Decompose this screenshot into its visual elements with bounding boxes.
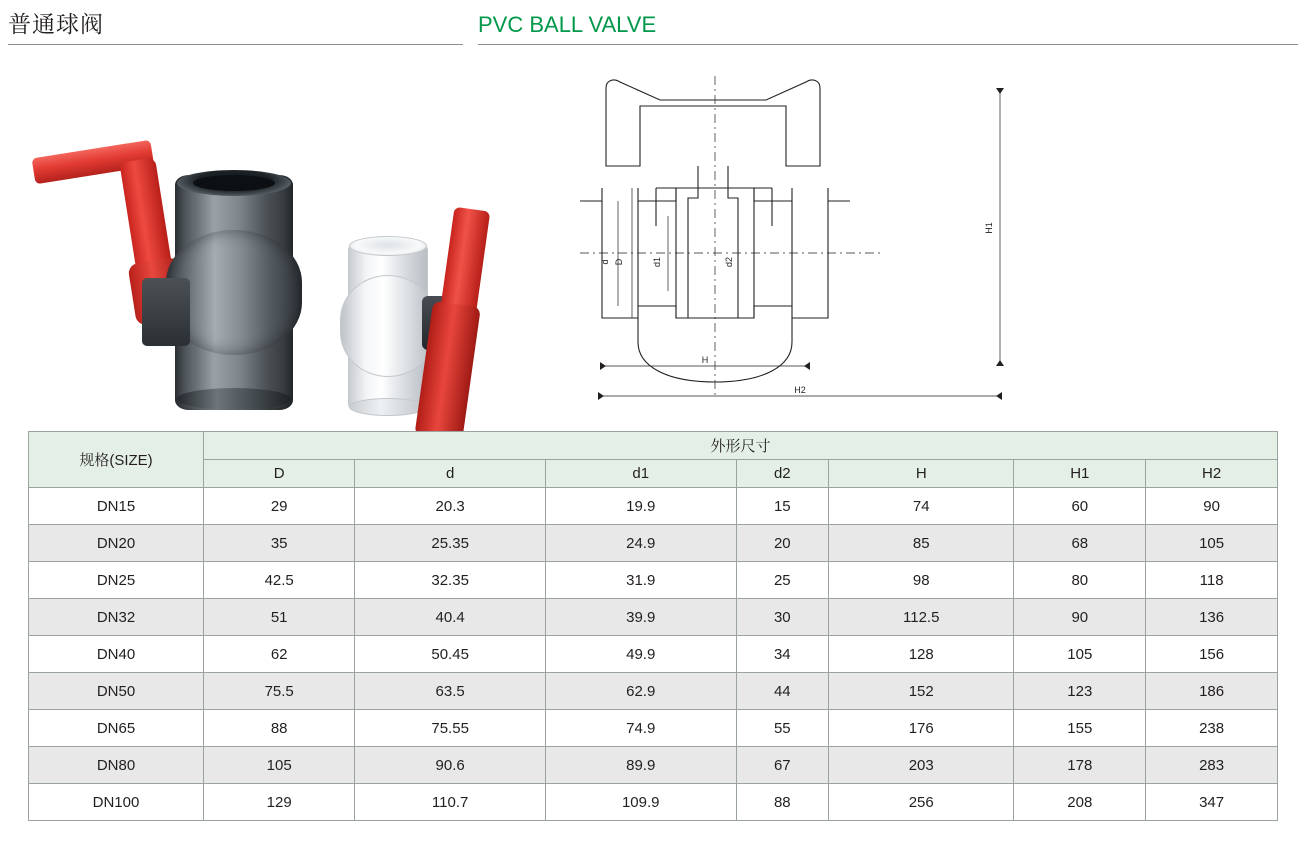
cell-d1: 24.9: [545, 525, 736, 562]
cell-d: 63.5: [355, 673, 546, 710]
cell-D: 105: [204, 747, 355, 784]
table-row: [29, 525, 1278, 562]
cell-H2: 347: [1146, 784, 1278, 821]
cell-d2: 34: [736, 636, 829, 673]
clear-valve-socket-top: [349, 236, 427, 256]
cell-d1: 49.9: [545, 636, 736, 673]
spec-table: [28, 431, 1278, 821]
table-row: [29, 710, 1278, 747]
cell-d2: 20: [736, 525, 829, 562]
header-divider-right: [478, 44, 1298, 45]
cell-d: 25.35: [355, 525, 546, 562]
cell-d: 20.3: [355, 488, 546, 525]
cell-d: 32.35: [355, 562, 546, 599]
cell-H: 128: [829, 636, 1014, 673]
dim-label-d: d: [600, 259, 610, 265]
header-col-d1: d1: [545, 460, 736, 488]
dim-label-H1: H1: [984, 222, 994, 234]
cell-H: 203: [829, 747, 1014, 784]
cell-d1: 89.9: [545, 747, 736, 784]
table-row: [29, 636, 1278, 673]
cell-d1: 62.9: [545, 673, 736, 710]
cell-H2: 118: [1146, 562, 1278, 599]
cell-d1: 109.9: [545, 784, 736, 821]
cell-D: 75.5: [204, 673, 355, 710]
cell-H2: 156: [1146, 636, 1278, 673]
cell-d2: 55: [736, 710, 829, 747]
cell-H: 152: [829, 673, 1014, 710]
page-title-en: PVC BALL VALVE: [478, 12, 657, 37]
cell-D: 62: [204, 636, 355, 673]
cell-H: 256: [829, 784, 1014, 821]
table-row: [29, 747, 1278, 784]
cell-size: DN100: [29, 784, 204, 821]
cell-H1: 80: [1014, 562, 1146, 599]
cell-size: DN40: [29, 636, 204, 673]
cell-size: DN50: [29, 673, 204, 710]
cell-d2: 67: [736, 747, 829, 784]
header-size: 规格(SIZE): [29, 432, 204, 488]
product-photo-group: [30, 70, 550, 420]
cell-d: 110.7: [355, 784, 546, 821]
cell-H1: 68: [1014, 525, 1146, 562]
cell-d2: 25: [736, 562, 829, 599]
cell-d: 75.55: [355, 710, 546, 747]
cell-size: DN25: [29, 562, 204, 599]
cell-H: 176: [829, 710, 1014, 747]
header-col-H: H: [829, 460, 1014, 488]
clear-valve-handle-icon: [410, 205, 530, 435]
spec-table-wrapper: [28, 431, 1278, 821]
cell-H2: 105: [1146, 525, 1278, 562]
cell-D: 88: [204, 710, 355, 747]
cell-H: 85: [829, 525, 1014, 562]
header-col-d: d: [355, 460, 546, 488]
header-col-H2: H2: [1146, 460, 1278, 488]
table-row: [29, 562, 1278, 599]
cell-H2: 186: [1146, 673, 1278, 710]
cell-d1: 31.9: [545, 562, 736, 599]
dark-valve-socket-bottom: [177, 388, 291, 410]
cell-H1: 123: [1014, 673, 1146, 710]
cell-d: 40.4: [355, 599, 546, 636]
cell-H1: 90: [1014, 599, 1146, 636]
cell-D: 129: [204, 784, 355, 821]
cell-D: 29: [204, 488, 355, 525]
table-row: [29, 673, 1278, 710]
header-col-d2: d2: [736, 460, 829, 488]
cell-H2: 283: [1146, 747, 1278, 784]
cell-H2: 238: [1146, 710, 1278, 747]
cell-d: 90.6: [355, 747, 546, 784]
dim-label-D: D: [614, 258, 624, 266]
dark-valve-handle-icon: [32, 139, 173, 250]
cell-D: 51: [204, 599, 355, 636]
table-row: [29, 784, 1278, 821]
cell-size: DN15: [29, 488, 204, 525]
cell-H1: 60: [1014, 488, 1146, 525]
dim-label-d2: d2: [724, 256, 734, 268]
cell-d2: 30: [736, 599, 829, 636]
cell-d1: 74.9: [545, 710, 736, 747]
cell-D: 35: [204, 525, 355, 562]
dim-label-H: H: [701, 355, 709, 365]
cell-H: 74: [829, 488, 1014, 525]
table-row: [29, 488, 1278, 525]
cell-H1: 155: [1014, 710, 1146, 747]
cell-d: 50.45: [355, 636, 546, 673]
header-col-H1: H1: [1014, 460, 1146, 488]
dark-valve-bore: [193, 175, 275, 191]
dim-label-d1: d1: [652, 256, 662, 268]
cell-D: 42.5: [204, 562, 355, 599]
cell-H2: 90: [1146, 488, 1278, 525]
cell-size: DN20: [29, 525, 204, 562]
cell-H1: 178: [1014, 747, 1146, 784]
table-header-row-1: [29, 432, 1278, 460]
dim-label-H2: H2: [794, 385, 806, 395]
dark-valve-neck: [142, 278, 190, 346]
header-divider-left: [8, 44, 463, 45]
cell-H1: 208: [1014, 784, 1146, 821]
cell-size: DN80: [29, 747, 204, 784]
cell-size: DN32: [29, 599, 204, 636]
cell-H: 112.5: [829, 599, 1014, 636]
valve-line-drawing-svg: [580, 66, 1040, 426]
cell-d2: 15: [736, 488, 829, 525]
table-header-row-2: [29, 460, 1278, 488]
technical-drawing: [580, 66, 1040, 426]
cell-size: DN65: [29, 710, 204, 747]
cell-d2: 88: [736, 784, 829, 821]
table-row: [29, 599, 1278, 636]
cell-H: 98: [829, 562, 1014, 599]
header-col-D: D: [204, 460, 355, 488]
cell-H2: 136: [1146, 599, 1278, 636]
page-header: [0, 0, 1306, 52]
header-group: 外形尺寸: [204, 432, 1278, 460]
cell-H1: 105: [1014, 636, 1146, 673]
cell-d1: 39.9: [545, 599, 736, 636]
page-title-cn: 普通球阀: [8, 11, 104, 37]
cell-d1: 19.9: [545, 488, 736, 525]
cell-d2: 44: [736, 673, 829, 710]
